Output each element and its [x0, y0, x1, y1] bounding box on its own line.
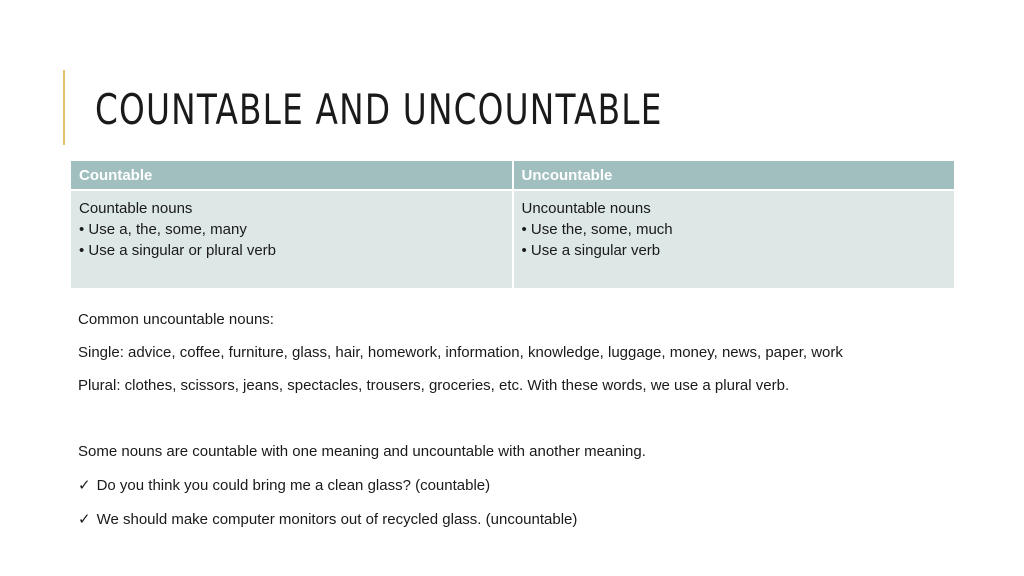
meaning-note: Some nouns are countable with one meaning and uncountable with another meaning.: [78, 443, 646, 460]
plural-nouns-line: Plural: clothes, scissors, jeans, spectacles, trousers, groceries, etc. With these words, we use a plural verb.: [78, 377, 790, 394]
cell-line: • Use a singular or plural verb: [79, 242, 277, 259]
header-countable: Countable: [71, 161, 513, 190]
cell-uncountable: [513, 190, 955, 288]
title-accent-bar: [63, 70, 65, 145]
slide-title: COUNTABLE AND UNCOUNTABLE: [95, 85, 663, 134]
example-countable: [78, 476, 490, 494]
example-text: We should make computer monitors out of recycled glass. (uncountable): [96, 511, 578, 528]
common-uncountable-heading: Common uncountable nouns:: [78, 311, 274, 328]
checkmark-icon: ✓: [78, 477, 91, 494]
table-row: [71, 190, 954, 288]
table-header-row: [71, 161, 954, 190]
cell-line: Countable nouns: [79, 200, 193, 217]
header-uncountable: Uncountable: [513, 161, 955, 190]
cell-countable: [71, 190, 513, 288]
checkmark-icon: ✓: [78, 511, 91, 528]
example-uncountable: [78, 510, 577, 528]
example-text: Do you think you could bring me a clean glass? (countable): [96, 477, 491, 494]
cell-line: • Use a singular verb: [521, 242, 661, 259]
comparison-table: [71, 161, 954, 288]
cell-line: • Use the, some, much: [521, 221, 673, 238]
cell-line: Uncountable nouns: [521, 200, 651, 217]
single-nouns-line: Single: advice, coffee, furniture, glass, hair, homework, information, knowledge, luggage, money, news, paper, work: [78, 344, 843, 361]
cell-line: • Use a, the, some, many: [79, 221, 247, 238]
